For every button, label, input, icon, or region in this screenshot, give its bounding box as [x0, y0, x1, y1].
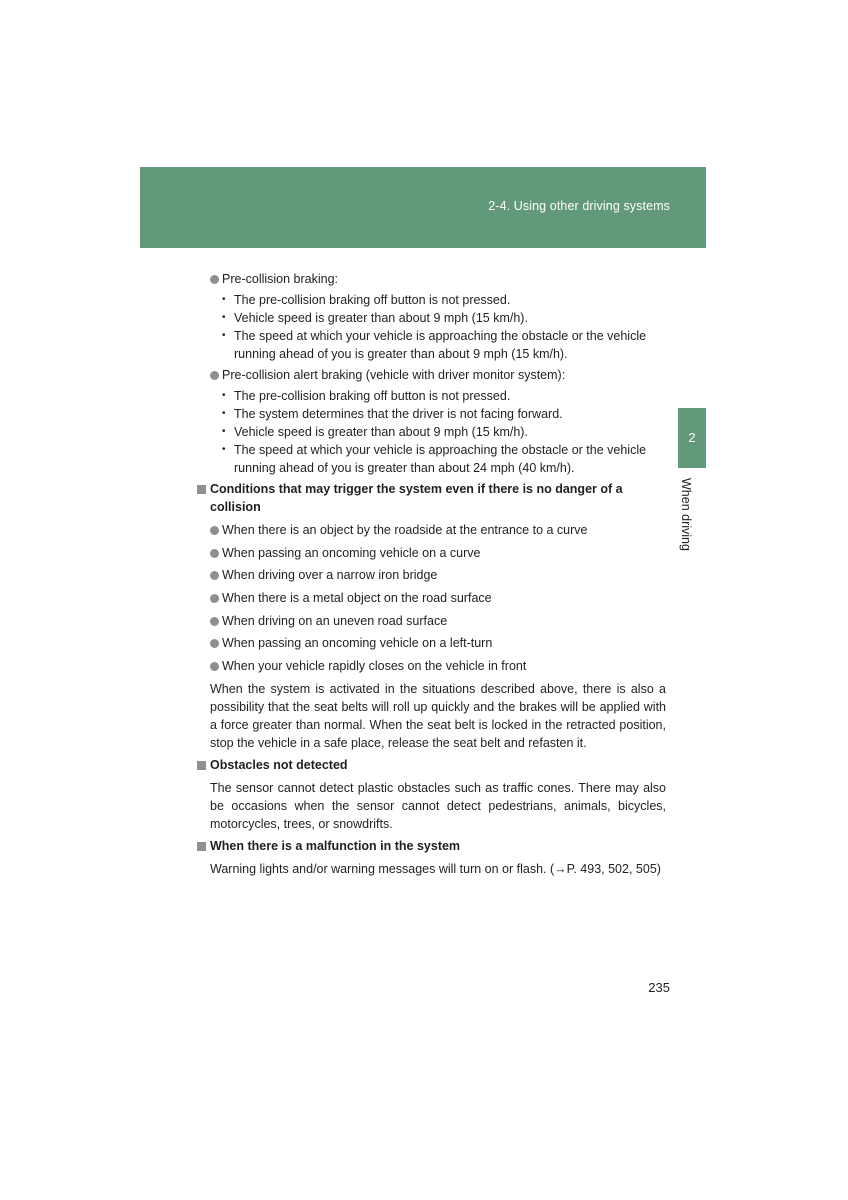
- bullet-dot-icon: •: [222, 426, 226, 437]
- circle-bullet-icon: [210, 662, 219, 671]
- pre-collision-alert-braking-heading-text: Pre-collision alert braking (vehicle with driver monitor system):: [222, 368, 566, 382]
- condition-item-text: When passing an oncoming vehicle on a left-turn: [222, 636, 493, 651]
- list-item: [196, 327, 666, 363]
- circle-bullet-icon: [210, 371, 219, 380]
- pre-collision-braking-heading-text: Pre-collision braking:: [222, 272, 339, 286]
- circle-bullet-icon: [210, 549, 219, 558]
- chapter-tab: [678, 408, 706, 468]
- square-bullet-icon: [197, 485, 206, 494]
- circle-bullet-icon: [210, 617, 219, 626]
- condition-item-text: When there is an object by the roadside at the entrance to a curve: [222, 523, 588, 537]
- malfunction-section-heading: [196, 837, 666, 855]
- bullet-dot-icon: •: [222, 312, 226, 323]
- condition-item-text: When driving on an uneven road surface: [222, 613, 448, 628]
- circle-bullet-icon: [210, 275, 219, 284]
- section-title: 2-4. Using other driving systems: [488, 199, 670, 213]
- list-item-text: The system determines that the driver is not facing forward.: [234, 407, 563, 421]
- obstacles-section-heading: [196, 756, 666, 774]
- bullet-dot-icon: •: [222, 390, 226, 401]
- condition-item-text: When driving over a narrow iron bridge: [222, 568, 438, 583]
- pre-collision-alert-braking-heading: [196, 366, 666, 384]
- list-item: [196, 405, 666, 423]
- list-item-text: The speed at which your vehicle is approaching the obstacle or the vehicle running ahead of you is greater than about 9 mph (15 km/h).: [234, 329, 647, 361]
- list-item-text: The pre-collision braking off button is not pressed.: [234, 293, 511, 307]
- pre-collision-alert-braking-list: [196, 387, 666, 477]
- circle-bullet-icon: [210, 571, 219, 580]
- list-item: [196, 441, 666, 477]
- list-item-text: The speed at which your vehicle is approaching the obstacle or the vehicle running ahead of you is greater than about 24 mph (40 km/h).: [234, 443, 647, 475]
- condition-item: [196, 612, 666, 630]
- square-bullet-icon: [197, 842, 206, 851]
- bullet-dot-icon: •: [222, 330, 226, 341]
- list-item-text: The pre-collision braking off button is not pressed.: [234, 389, 511, 403]
- circle-bullet-icon: [210, 639, 219, 648]
- pre-collision-braking-list: [196, 291, 666, 363]
- condition-item-text: When passing an oncoming vehicle on a curve: [222, 545, 481, 560]
- circle-bullet-icon: [210, 526, 219, 535]
- obstacles-text: The sensor cannot detect plastic obstacles such as traffic cones. There may also be occasions when the sensor cannot detect pedestrians, animals, bicycles, motorcycles, trees, or snowdrifts.: [210, 780, 666, 831]
- list-item-text: Vehicle speed is greater than about 9 mph (15 km/h).: [234, 311, 528, 325]
- malfunction-text: Warning lights and/or warning messages will turn on or flash. (→P. 493, 502, 505): [210, 861, 661, 876]
- obstacles-heading-text: Obstacles not detected: [210, 757, 348, 772]
- square-bullet-icon: [197, 761, 206, 770]
- list-item: [196, 387, 666, 405]
- list-item: [196, 309, 666, 327]
- list-item: [196, 291, 666, 309]
- chapter-label: When driving: [679, 478, 693, 551]
- condition-item-text: When your vehicle rapidly closes on the vehicle in front: [222, 659, 527, 674]
- bullet-dot-icon: •: [222, 294, 226, 305]
- condition-item-text: When there is a metal object on the road surface: [222, 591, 492, 606]
- circle-bullet-icon: [210, 594, 219, 603]
- page-content: [196, 270, 666, 882]
- bullet-dot-icon: •: [222, 444, 226, 455]
- list-item-text: Vehicle speed is greater than about 9 mph (15 km/h).: [234, 425, 528, 439]
- condition-item: [196, 566, 666, 584]
- condition-item: [196, 521, 666, 539]
- condition-item: [196, 589, 666, 607]
- conditions-section-heading: [196, 480, 666, 516]
- malfunction-heading-text: When there is a malfunction in the system: [210, 838, 461, 853]
- chapter-header-band: [140, 167, 706, 248]
- chapter-number: 2: [688, 430, 696, 445]
- page-number: 235: [648, 980, 670, 995]
- pre-collision-braking-heading: [196, 270, 666, 288]
- condition-item: [196, 657, 666, 675]
- list-item: [196, 423, 666, 441]
- bullet-dot-icon: •: [222, 408, 226, 419]
- condition-item: [196, 634, 666, 652]
- condition-item: [196, 544, 666, 562]
- conditions-note: When the system is activated in the situations described above, there is also a possibility that the seat belts will roll up quickly and the brakes will be applied with a force greater than normal. When the seat belt is locked in the retracted position, stop the vehicle in a safe place, release the seat belt and refasten it.: [210, 681, 666, 750]
- conditions-heading-text: Conditions that may trigger the system even if there is no danger of a collision: [210, 482, 623, 514]
